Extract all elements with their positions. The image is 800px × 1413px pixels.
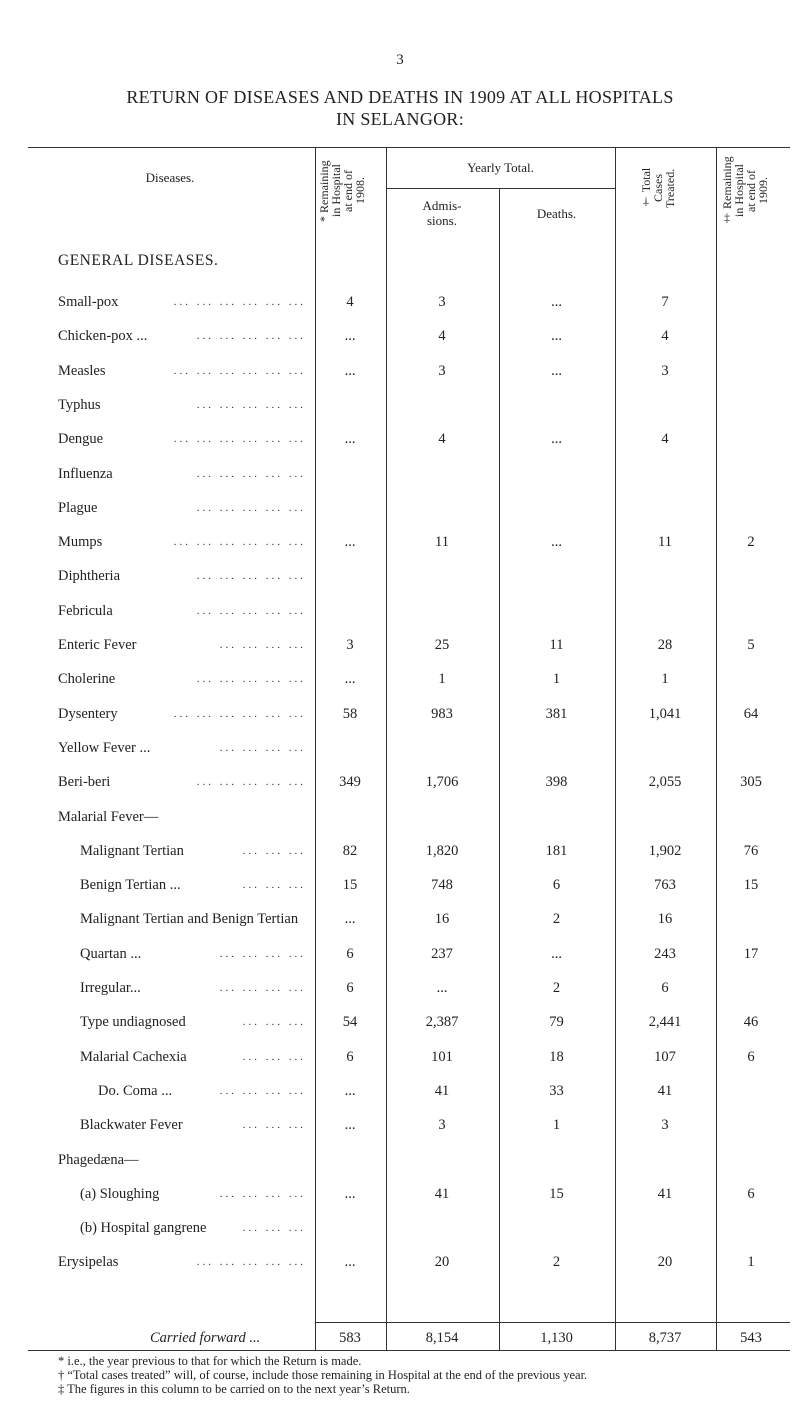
table-row — [0, 875, 800, 899]
leader-dots: ... ... ... ... — [219, 982, 306, 994]
deaths-cell: 1 — [552, 671, 561, 687]
leader-dots: ... ... ... ... ... ... — [173, 708, 306, 720]
leader-dots: ... ... ... ... ... — [196, 330, 306, 342]
table-row — [0, 429, 800, 453]
leader-dots: ... ... ... — [242, 879, 306, 891]
deaths-cell: ... — [551, 534, 562, 550]
remaining-end-cell: 15 — [743, 877, 759, 893]
leader-dots: ... ... ... ... — [219, 1188, 306, 1200]
table-row — [0, 1252, 800, 1276]
total-deaths: 1,130 — [540, 1330, 573, 1346]
disease-name: Malignant Tertian — [80, 843, 184, 859]
disease-name: Febricula — [58, 603, 113, 619]
carried-forward-label: Carried forward ... — [150, 1330, 261, 1346]
total-treated-cell: 3 — [661, 363, 669, 379]
deaths-cell: ... — [551, 294, 562, 310]
deaths-cell: 33 — [549, 1083, 564, 1099]
page-number: 3 — [396, 52, 404, 68]
leader-dots: ... ... ... ... ... — [196, 502, 306, 514]
disease-name: (a) Sloughing — [80, 1186, 160, 1202]
admissions-cell: 237 — [431, 946, 453, 962]
remaining-start-cell: 58 — [342, 706, 358, 722]
disease-name: Measles — [58, 363, 106, 379]
total-treated-cell: 41 — [657, 1083, 673, 1099]
remaining-start-cell: ... — [344, 328, 356, 344]
remaining-end-cell: 76 — [743, 843, 759, 859]
disease-name: Blackwater Fever — [80, 1117, 183, 1133]
table-row — [0, 1184, 800, 1208]
total-treated-cell: 4 — [661, 431, 669, 447]
admissions-cell: 4 — [438, 431, 446, 447]
leader-dots: ... ... ... ... ... ... — [173, 536, 306, 548]
title-line-1: RETURN OF DISEASES AND DEATHS IN 1909 AT ALL HOSPITALS — [126, 87, 674, 107]
table-row — [0, 635, 800, 659]
header-diseases: Diseases. — [145, 170, 195, 185]
remaining-start-cell: ... — [344, 1254, 356, 1270]
remaining-start-cell: 6 — [346, 946, 354, 962]
table-row — [0, 464, 800, 488]
yearly-total-rule — [386, 188, 615, 189]
disease-name: Enteric Fever — [58, 637, 137, 653]
deaths-cell: ... — [551, 363, 562, 379]
remaining-end-cell: 46 — [743, 1014, 759, 1030]
total-admissions: 8,154 — [425, 1330, 459, 1346]
leader-dots: ... ... ... — [242, 1119, 306, 1131]
leader-dots: ... ... ... ... — [219, 948, 306, 960]
remaining-start-cell: 6 — [346, 1049, 354, 1065]
leader-dots: ... ... ... ... ... — [196, 673, 306, 685]
leader-dots: ... ... ... ... ... — [196, 399, 306, 411]
header-admissions: Admis- sions. — [422, 198, 462, 228]
admissions-cell: 20 — [434, 1254, 450, 1270]
table-row — [0, 944, 800, 968]
table-row — [0, 738, 800, 762]
leader-dots: ... ... ... — [242, 845, 306, 857]
admissions-cell: 101 — [431, 1049, 453, 1065]
leader-dots: ... ... ... — [242, 1016, 306, 1028]
leader-dots: ... ... ... ... ... — [196, 605, 306, 617]
total-treated-cell: 1,902 — [648, 843, 682, 859]
disease-name: Yellow Fever ... — [58, 740, 151, 756]
table-row — [0, 978, 800, 1002]
remaining-start-cell: 4 — [346, 294, 354, 310]
leader-dots: ... ... ... ... — [219, 742, 306, 754]
admissions-cell: 1 — [438, 671, 446, 687]
remaining-end-cell: 305 — [740, 774, 762, 790]
footnote-2: † “Total cases treated” will, of course, include those remaining in Hospital at the end of the previous year. — [58, 1368, 588, 1382]
remaining-end-cell: 2 — [747, 534, 755, 550]
table-row — [0, 704, 800, 728]
total-treated-cell: 763 — [654, 877, 676, 893]
table-row — [0, 292, 800, 316]
remaining-start-cell: 54 — [342, 1014, 358, 1030]
table-row — [0, 1012, 800, 1036]
leader-dots: ... ... ... ... ... — [196, 570, 306, 582]
table-row — [0, 669, 800, 693]
footnote-3: ‡ The figures in this column to be carried on to the next year’s Return. — [58, 1382, 410, 1396]
disease-name: Dengue — [58, 431, 104, 447]
admissions-cell: 748 — [431, 877, 453, 893]
leader-dots: ... ... ... ... — [219, 639, 306, 651]
footnote-1: * i.e., the year previous to that for which the Return is made. — [58, 1354, 362, 1368]
remaining-start-cell: ... — [344, 1083, 356, 1099]
disease-name: Cholerine — [58, 671, 116, 687]
admissions-cell: 3 — [438, 1117, 446, 1133]
admissions-cell: 3 — [438, 294, 446, 310]
table-row — [0, 1218, 800, 1242]
admissions-cell: 1,820 — [425, 843, 459, 859]
remaining-start-cell: 6 — [346, 980, 354, 996]
remaining-start-cell: ... — [344, 1186, 356, 1202]
total-treated-cell: 11 — [658, 534, 672, 550]
total-treated-cell: 2,441 — [648, 1014, 682, 1030]
table-row — [0, 1150, 800, 1174]
leader-dots: ... ... ... — [242, 1222, 306, 1234]
leader-dots: ... ... ... ... ... ... — [173, 296, 306, 308]
remaining-end-cell: 6 — [747, 1186, 755, 1202]
remaining-start-cell: ... — [344, 534, 356, 550]
deaths-cell: ... — [551, 431, 562, 447]
total-treated-cell: 243 — [654, 946, 676, 962]
admissions-cell: 1,706 — [425, 774, 459, 790]
admissions-cell: 983 — [431, 706, 453, 722]
admissions-cell: 41 — [434, 1186, 450, 1202]
table-row — [0, 532, 800, 556]
total-treated-cell: 107 — [654, 1049, 676, 1065]
total-treated-cell: 41 — [657, 1186, 673, 1202]
table-row — [0, 1047, 800, 1071]
table-row — [0, 361, 800, 385]
deaths-cell: 2 — [552, 980, 561, 996]
disease-name: Chicken-pox ... — [58, 328, 148, 344]
leader-dots: ... ... ... ... ... ... — [173, 365, 306, 377]
table-row — [0, 395, 800, 419]
remaining-end-cell: 64 — [743, 706, 759, 722]
deaths-cell: 381 — [545, 706, 568, 722]
disease-name: Quartan ... — [80, 946, 142, 962]
deaths-cell: 15 — [549, 1186, 564, 1202]
remaining-end-cell: 6 — [747, 1049, 755, 1065]
total-treated-cell: 1 — [661, 671, 669, 687]
total-treated-cell: 4 — [661, 328, 669, 344]
disease-name: Small-pox — [58, 294, 119, 310]
total-treated-cell: 28 — [657, 637, 673, 653]
deaths-cell: 11 — [549, 637, 564, 653]
total-treated-cell: 16 — [657, 911, 673, 927]
admissions-cell: 11 — [435, 534, 449, 550]
table-row — [0, 909, 800, 933]
leader-dots: ... ... ... ... — [219, 1085, 306, 1097]
deaths-cell: 181 — [545, 843, 568, 859]
admissions-cell: 4 — [438, 328, 446, 344]
deaths-cell: ... — [551, 328, 562, 344]
deaths-cell: 18 — [549, 1049, 564, 1065]
disease-name: Phagedæna— — [58, 1152, 139, 1168]
remaining-start-cell: ... — [344, 431, 356, 447]
table-row — [0, 807, 800, 831]
leader-dots: ... ... ... ... ... — [196, 1256, 306, 1268]
title-line-2: IN SELANGOR: — [335, 109, 465, 129]
header-remaining-start: * Remaining in Hospital at end of 1908. — [317, 160, 367, 222]
disease-name: (b) Hospital gangrene — [80, 1220, 207, 1236]
remaining-start-cell: ... — [344, 1117, 356, 1133]
disease-name: Malarial Cachexia — [80, 1049, 187, 1065]
table-top-rule — [28, 147, 790, 148]
disease-name: Malignant Tertian and Benign Tertian — [80, 911, 299, 927]
leader-dots: ... ... ... — [242, 1051, 306, 1063]
deaths-cell: 1 — [552, 1117, 561, 1133]
table-row — [0, 498, 800, 522]
header-deaths: Deaths. — [536, 206, 577, 221]
table-row — [0, 1081, 800, 1105]
table-row — [0, 566, 800, 590]
remaining-start-cell: ... — [344, 363, 356, 379]
disease-name: Benign Tertian ... — [80, 877, 181, 893]
total-treated-cell: 20 — [657, 1254, 673, 1270]
deaths-cell: ... — [551, 946, 562, 962]
table-row — [0, 1115, 800, 1139]
admissions-cell: 16 — [434, 911, 450, 927]
table-row — [0, 772, 800, 796]
disease-name: Irregular... — [80, 980, 141, 996]
total-remaining-end: 543 — [740, 1330, 762, 1346]
remaining-start-cell: ... — [344, 671, 356, 687]
remaining-end-cell: 5 — [747, 637, 755, 653]
total-treated-cell: 1,041 — [648, 706, 682, 722]
total-remaining-start: 583 — [339, 1330, 361, 1346]
header-total-treated: † Total Cases Treated. — [639, 167, 677, 209]
total-treated: 8,737 — [648, 1330, 682, 1346]
remaining-start-cell: 349 — [339, 774, 361, 790]
disease-name: Influenza — [58, 466, 113, 482]
carried-forward-row — [0, 1328, 800, 1352]
remaining-end-cell: 17 — [743, 946, 759, 962]
leader-dots: ... ... ... ... ... — [196, 776, 306, 788]
disease-name: Type undiagnosed — [80, 1014, 186, 1030]
table-row — [0, 326, 800, 350]
table-row — [0, 841, 800, 865]
disease-name: Dysentery — [58, 706, 118, 722]
disease-name: Plague — [58, 500, 98, 516]
header-remaining-end: ‡ Remaining in Hospital at end of 1909. — [720, 156, 770, 226]
section-title: GENERAL DISEASES. — [58, 252, 219, 269]
total-treated-cell: 7 — [661, 294, 669, 310]
remaining-end-cell: 1 — [747, 1254, 755, 1270]
admissions-cell: 25 — [434, 637, 450, 653]
remaining-start-cell: 15 — [342, 877, 358, 893]
total-treated-cell: 3 — [661, 1117, 669, 1133]
disease-name: Diphtheria — [58, 568, 121, 584]
deaths-cell: 2 — [552, 1254, 561, 1270]
admissions-cell: ... — [436, 980, 448, 996]
admissions-cell: 3 — [438, 363, 446, 379]
remaining-start-cell: ... — [344, 911, 356, 927]
disease-name: Typhus — [58, 397, 101, 413]
deaths-cell: 398 — [545, 774, 568, 790]
admissions-cell: 41 — [434, 1083, 450, 1099]
header-yearly-total: Yearly Total. — [467, 160, 534, 175]
disease-name: Do. Coma ... — [98, 1083, 173, 1099]
leader-dots: ... ... ... ... ... ... — [173, 433, 306, 445]
total-treated-cell: 6 — [661, 980, 669, 996]
disease-name: Erysipelas — [58, 1254, 119, 1270]
disease-name: Beri-beri — [58, 774, 111, 790]
total-treated-cell: 2,055 — [648, 774, 682, 790]
deaths-cell: 79 — [549, 1014, 564, 1030]
deaths-cell: 6 — [552, 877, 561, 893]
leader-dots: ... ... ... ... ... — [196, 468, 306, 480]
disease-name: Malarial Fever— — [58, 809, 159, 825]
table-row — [0, 601, 800, 625]
remaining-start-cell: 3 — [346, 637, 354, 653]
remaining-start-cell: 82 — [342, 843, 358, 859]
admissions-cell: 2,387 — [425, 1014, 459, 1030]
deaths-cell: 2 — [552, 911, 561, 927]
disease-name: Mumps — [58, 534, 103, 550]
